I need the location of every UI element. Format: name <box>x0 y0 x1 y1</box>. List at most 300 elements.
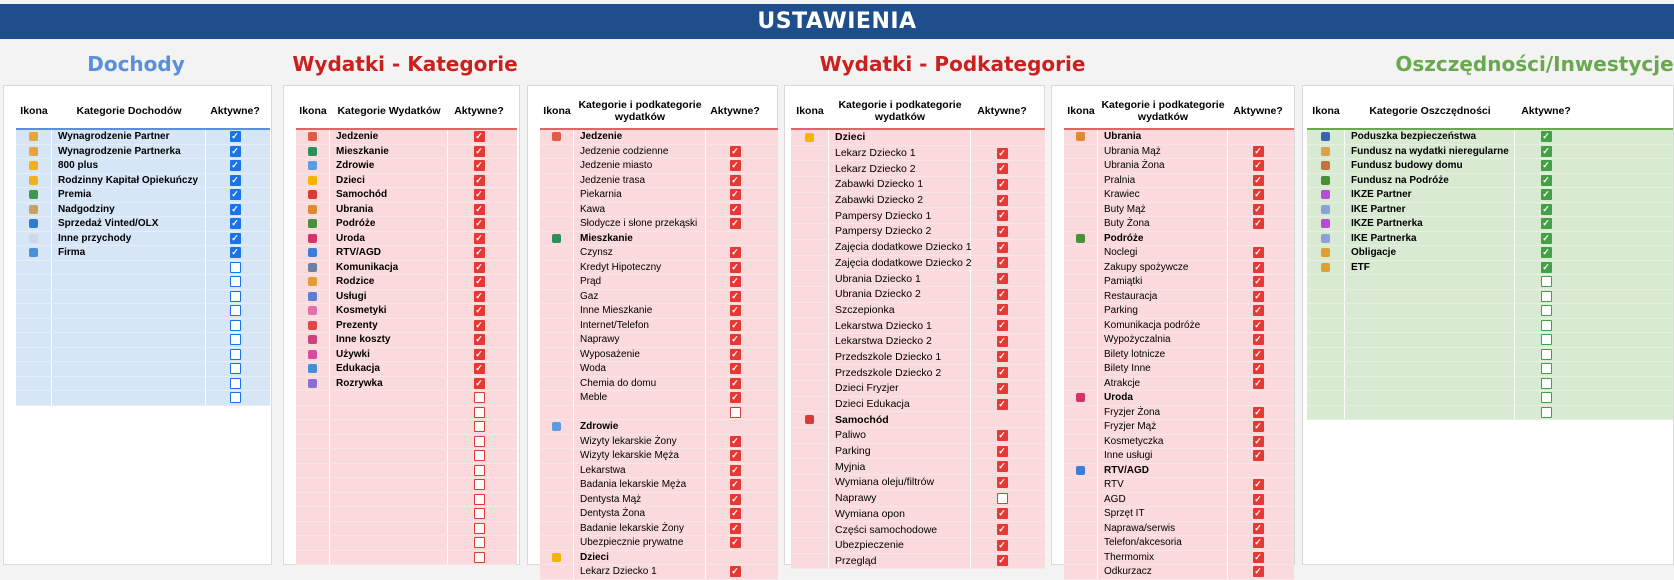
category-name[interactable]: Parking <box>1098 304 1228 318</box>
active-checkbox[interactable]: ✓ <box>731 522 739 533</box>
category-name[interactable]: Zajęcia dodatkowe Dziecko 2 <box>829 256 971 271</box>
category-name[interactable]: RTV/AGD <box>330 246 448 260</box>
category-name[interactable]: AGD <box>1098 493 1228 507</box>
category-name[interactable]: Piekarnia <box>574 188 706 202</box>
active-checkbox[interactable]: ✓ <box>475 174 483 185</box>
category-name[interactable]: Wypożyczalnia <box>1098 333 1228 347</box>
category-name[interactable]: Inne przychody <box>52 232 206 246</box>
category-name[interactable]: Internet/Telefon <box>574 319 706 333</box>
active-checkbox[interactable] <box>474 508 485 519</box>
category-name[interactable]: Zabawki Dziecko 2 <box>829 193 971 208</box>
category-name[interactable]: Pampersy Dziecko 2 <box>829 224 971 239</box>
active-checkbox[interactable]: ✓ <box>1542 174 1550 185</box>
category-name[interactable] <box>52 362 206 376</box>
active-checkbox[interactable]: ✓ <box>731 160 739 171</box>
active-checkbox[interactable] <box>230 392 241 403</box>
category-name[interactable] <box>1345 275 1515 289</box>
active-checkbox[interactable]: ✓ <box>1254 174 1262 185</box>
category-name[interactable]: Dentysta Mąż <box>574 493 706 507</box>
active-checkbox[interactable] <box>230 276 241 287</box>
category-name[interactable]: Ubrania Dziecko 1 <box>829 271 971 286</box>
category-name[interactable]: Bilety Inne <box>1098 362 1228 376</box>
category-name[interactable] <box>52 333 206 347</box>
active-checkbox[interactable]: ✓ <box>231 203 239 214</box>
category-name[interactable]: Prezenty <box>330 319 448 333</box>
category-name[interactable]: Zajęcia dodatkowe Dziecko 1 <box>829 240 971 255</box>
category-name[interactable]: Fundusz na wydatki nieregularne <box>1345 145 1515 159</box>
category-name[interactable] <box>1345 391 1515 405</box>
active-checkbox[interactable] <box>1541 305 1552 316</box>
category-name[interactable] <box>1345 290 1515 304</box>
active-checkbox[interactable]: ✓ <box>475 334 483 345</box>
active-checkbox[interactable]: ✓ <box>1254 319 1262 330</box>
category-name[interactable]: Ubrania <box>1098 130 1228 144</box>
active-checkbox[interactable]: ✓ <box>231 131 239 142</box>
active-checkbox[interactable]: ✓ <box>998 241 1006 252</box>
active-checkbox[interactable] <box>997 493 1008 504</box>
active-checkbox[interactable]: ✓ <box>475 363 483 374</box>
category-name[interactable]: Podróże <box>1098 232 1228 246</box>
category-name[interactable]: Dzieci <box>574 551 706 565</box>
active-checkbox[interactable]: ✓ <box>731 319 739 330</box>
active-checkbox[interactable]: ✓ <box>1542 232 1550 243</box>
category-name[interactable]: Fryzjer Żona <box>1098 406 1228 420</box>
category-name[interactable]: Lekarz Dziecko 1 <box>829 146 971 161</box>
active-checkbox[interactable] <box>474 479 485 490</box>
active-checkbox[interactable]: ✓ <box>998 194 1006 205</box>
active-checkbox[interactable]: ✓ <box>231 218 239 229</box>
category-name[interactable]: Restauracja <box>1098 290 1228 304</box>
category-name[interactable]: Chemia do domu <box>574 377 706 391</box>
category-name[interactable]: Ubrania Dziecko 2 <box>829 287 971 302</box>
active-checkbox[interactable]: ✓ <box>998 476 1006 487</box>
active-checkbox[interactable]: ✓ <box>475 203 483 214</box>
active-checkbox[interactable]: ✓ <box>731 218 739 229</box>
active-checkbox[interactable]: ✓ <box>731 305 739 316</box>
category-name[interactable]: Myjnia <box>829 459 971 474</box>
category-name[interactable] <box>1345 348 1515 362</box>
active-checkbox[interactable] <box>474 436 485 447</box>
category-name[interactable]: Odkurzacz <box>1098 565 1228 579</box>
category-name[interactable]: Meble <box>574 391 706 405</box>
category-name[interactable]: Kawa <box>574 203 706 217</box>
active-checkbox[interactable]: ✓ <box>998 288 1006 299</box>
category-name[interactable]: Parking <box>829 444 971 459</box>
category-name[interactable]: Ubrania <box>330 203 448 217</box>
category-name[interactable]: Wymiana oleju/filtrów <box>829 475 971 490</box>
category-name[interactable]: Inne usługi <box>1098 449 1228 463</box>
active-checkbox[interactable]: ✓ <box>475 232 483 243</box>
category-name[interactable]: Zdrowie <box>330 159 448 173</box>
active-checkbox[interactable]: ✓ <box>998 429 1006 440</box>
active-checkbox[interactable] <box>230 305 241 316</box>
category-name[interactable]: Kosmetyczka <box>1098 435 1228 449</box>
active-checkbox[interactable]: ✓ <box>475 131 483 142</box>
category-name[interactable]: Słodycze i słone przekąski <box>574 217 706 231</box>
category-name[interactable] <box>52 304 206 318</box>
category-name[interactable]: Lekarstwa Dziecko 2 <box>829 334 971 349</box>
active-checkbox[interactable]: ✓ <box>231 145 239 156</box>
category-name[interactable] <box>330 551 448 565</box>
category-name[interactable] <box>52 377 206 391</box>
category-name[interactable]: Jedzenie <box>574 130 706 144</box>
category-name[interactable] <box>330 464 448 478</box>
active-checkbox[interactable]: ✓ <box>1254 508 1262 519</box>
active-checkbox[interactable]: ✓ <box>731 261 739 272</box>
category-name[interactable]: Lekarz Dziecko 1 <box>574 565 706 579</box>
category-name[interactable]: Wynagrodzenie Partner <box>52 130 206 144</box>
category-name[interactable]: Nadgodziny <box>52 203 206 217</box>
category-name[interactable]: Komunikacja podróże <box>1098 319 1228 333</box>
category-name[interactable]: Wizyty lekarskie Żony <box>574 435 706 449</box>
active-checkbox[interactable]: ✓ <box>731 377 739 388</box>
category-name[interactable] <box>330 391 448 405</box>
active-checkbox[interactable]: ✓ <box>1254 203 1262 214</box>
active-checkbox[interactable]: ✓ <box>1542 261 1550 272</box>
category-name[interactable]: RTV <box>1098 478 1228 492</box>
active-checkbox[interactable] <box>474 465 485 476</box>
active-checkbox[interactable] <box>230 291 241 302</box>
category-name[interactable]: Badania lekarskie Męża <box>574 478 706 492</box>
category-name[interactable]: Szczepionka <box>829 303 971 318</box>
category-name[interactable]: Uroda <box>1098 391 1228 405</box>
active-checkbox[interactable]: ✓ <box>998 210 1006 221</box>
active-checkbox[interactable]: ✓ <box>731 392 739 403</box>
active-checkbox[interactable]: ✓ <box>998 367 1006 378</box>
active-checkbox[interactable]: ✓ <box>731 479 739 490</box>
active-checkbox[interactable]: ✓ <box>731 334 739 345</box>
category-name[interactable]: Kosmetyki <box>330 304 448 318</box>
active-checkbox[interactable]: ✓ <box>998 524 1006 535</box>
category-name[interactable]: Naprawa/serwis <box>1098 522 1228 536</box>
category-name[interactable]: Przedszkole Dziecko 1 <box>829 350 971 365</box>
active-checkbox[interactable] <box>474 552 485 563</box>
category-name[interactable]: Premia <box>52 188 206 202</box>
category-name[interactable]: Prąd <box>574 275 706 289</box>
category-name[interactable]: Czynsz <box>574 246 706 260</box>
active-checkbox[interactable]: ✓ <box>475 145 483 156</box>
active-checkbox[interactable]: ✓ <box>475 319 483 330</box>
active-checkbox[interactable]: ✓ <box>998 304 1006 315</box>
active-checkbox[interactable]: ✓ <box>998 225 1006 236</box>
category-name[interactable] <box>52 348 206 362</box>
active-checkbox[interactable] <box>1541 291 1552 302</box>
active-checkbox[interactable] <box>474 421 485 432</box>
active-checkbox[interactable]: ✓ <box>475 247 483 258</box>
category-name[interactable]: Jedzenie trasa <box>574 174 706 188</box>
category-name[interactable]: Buty Mąż <box>1098 203 1228 217</box>
category-name[interactable]: Kredyt Hipoteczny <box>574 261 706 275</box>
category-name[interactable]: Ubezpiecznie prywatne <box>574 536 706 550</box>
active-checkbox[interactable] <box>474 450 485 461</box>
active-checkbox[interactable]: ✓ <box>731 566 739 577</box>
category-name[interactable]: Poduszka bezpieczeństwa <box>1345 130 1515 144</box>
active-checkbox[interactable]: ✓ <box>1542 131 1550 142</box>
category-name[interactable] <box>330 478 448 492</box>
category-name[interactable]: Paliwo <box>829 428 971 443</box>
active-checkbox[interactable] <box>1541 407 1552 418</box>
active-checkbox[interactable]: ✓ <box>731 203 739 214</box>
category-name[interactable]: Fryzjer Mąż <box>1098 420 1228 434</box>
active-checkbox[interactable]: ✓ <box>998 461 1006 472</box>
active-checkbox[interactable] <box>474 537 485 548</box>
category-name[interactable]: Samochód <box>829 412 971 427</box>
active-checkbox[interactable]: ✓ <box>731 363 739 374</box>
active-checkbox[interactable] <box>230 320 241 331</box>
category-name[interactable]: Firma <box>52 246 206 260</box>
active-checkbox[interactable] <box>730 407 741 418</box>
category-name[interactable] <box>330 435 448 449</box>
active-checkbox[interactable]: ✓ <box>231 247 239 258</box>
category-name[interactable]: Wymiana opon <box>829 507 971 522</box>
active-checkbox[interactable]: ✓ <box>1254 348 1262 359</box>
category-name[interactable]: Samochód <box>330 188 448 202</box>
active-checkbox[interactable]: ✓ <box>1254 189 1262 200</box>
active-checkbox[interactable]: ✓ <box>1254 406 1262 417</box>
active-checkbox[interactable]: ✓ <box>475 377 483 388</box>
category-name[interactable]: ETF <box>1345 261 1515 275</box>
category-name[interactable]: Buty Żona <box>1098 217 1228 231</box>
active-checkbox[interactable]: ✓ <box>475 218 483 229</box>
category-name[interactable] <box>330 493 448 507</box>
active-checkbox[interactable]: ✓ <box>998 555 1006 566</box>
category-name[interactable]: IKZE Partner <box>1345 188 1515 202</box>
active-checkbox[interactable]: ✓ <box>231 160 239 171</box>
category-name[interactable]: Bilety lotnicze <box>1098 348 1228 362</box>
active-checkbox[interactable]: ✓ <box>731 435 739 446</box>
category-name[interactable] <box>1345 333 1515 347</box>
active-checkbox[interactable]: ✓ <box>1254 479 1262 490</box>
active-checkbox[interactable] <box>230 262 241 273</box>
category-name[interactable] <box>330 536 448 550</box>
category-name[interactable]: Sprzedaż Vinted/OLX <box>52 217 206 231</box>
category-name[interactable]: IKZE Partnerka <box>1345 217 1515 231</box>
active-checkbox[interactable]: ✓ <box>998 320 1006 331</box>
active-checkbox[interactable]: ✓ <box>1254 363 1262 374</box>
category-name[interactable]: Zdrowie <box>574 420 706 434</box>
category-name[interactable]: Krawiec <box>1098 188 1228 202</box>
active-checkbox[interactable] <box>1541 349 1552 360</box>
active-checkbox[interactable] <box>1541 363 1552 374</box>
category-name[interactable]: Uroda <box>330 232 448 246</box>
active-checkbox[interactable]: ✓ <box>731 145 739 156</box>
category-name[interactable] <box>1345 362 1515 376</box>
active-checkbox[interactable]: ✓ <box>731 537 739 548</box>
category-name[interactable] <box>1345 377 1515 391</box>
category-name[interactable] <box>1345 406 1515 420</box>
active-checkbox[interactable]: ✓ <box>1542 160 1550 171</box>
active-checkbox[interactable]: ✓ <box>1254 247 1262 258</box>
active-checkbox[interactable]: ✓ <box>1254 276 1262 287</box>
category-name[interactable] <box>330 507 448 521</box>
category-name[interactable]: Rozrywka <box>330 377 448 391</box>
active-checkbox[interactable]: ✓ <box>731 464 739 475</box>
active-checkbox[interactable]: ✓ <box>231 232 239 243</box>
category-name[interactable]: Badanie lekarskie Żony <box>574 522 706 536</box>
active-checkbox[interactable]: ✓ <box>998 335 1006 346</box>
active-checkbox[interactable]: ✓ <box>475 261 483 272</box>
category-name[interactable] <box>330 449 448 463</box>
active-checkbox[interactable] <box>1541 378 1552 389</box>
category-name[interactable] <box>52 319 206 333</box>
category-name[interactable]: Lekarz Dziecko 2 <box>829 161 971 176</box>
category-name[interactable]: Wyposażenie <box>574 348 706 362</box>
category-name[interactable]: Inne Mieszkanie <box>574 304 706 318</box>
active-checkbox[interactable] <box>230 349 241 360</box>
active-checkbox[interactable]: ✓ <box>475 189 483 200</box>
category-name[interactable]: Fundusz na Podróże <box>1345 174 1515 188</box>
active-checkbox[interactable]: ✓ <box>731 348 739 359</box>
category-name[interactable]: Jedzenie codzienne <box>574 145 706 159</box>
category-name[interactable]: Ubrania Żona <box>1098 159 1228 173</box>
category-name[interactable]: Woda <box>574 362 706 376</box>
active-checkbox[interactable]: ✓ <box>998 178 1006 189</box>
category-name[interactable]: Pamiątki <box>1098 275 1228 289</box>
category-name[interactable]: Przegląd <box>829 554 971 569</box>
active-checkbox[interactable]: ✓ <box>731 450 739 461</box>
active-checkbox[interactable]: ✓ <box>1254 537 1262 548</box>
category-name[interactable] <box>330 522 448 536</box>
active-checkbox[interactable]: ✓ <box>1254 377 1262 388</box>
active-checkbox[interactable]: ✓ <box>998 273 1006 284</box>
category-name[interactable]: Usługi <box>330 290 448 304</box>
category-name[interactable]: Lekarstwa <box>574 464 706 478</box>
active-checkbox[interactable] <box>474 494 485 505</box>
category-name[interactable] <box>330 406 448 420</box>
category-name[interactable]: Ubrania Mąż <box>1098 145 1228 159</box>
active-checkbox[interactable]: ✓ <box>1254 421 1262 432</box>
category-name[interactable]: Części samochodowe <box>829 522 971 537</box>
active-checkbox[interactable] <box>230 363 241 374</box>
category-name[interactable]: IKE Partner <box>1345 203 1515 217</box>
active-checkbox[interactable]: ✓ <box>731 189 739 200</box>
active-checkbox[interactable]: ✓ <box>998 398 1006 409</box>
category-name[interactable]: Obligacje <box>1345 246 1515 260</box>
active-checkbox[interactable]: ✓ <box>731 276 739 287</box>
category-name[interactable]: Naprawy <box>829 491 971 506</box>
active-checkbox[interactable] <box>230 378 241 389</box>
active-checkbox[interactable]: ✓ <box>731 174 739 185</box>
active-checkbox[interactable]: ✓ <box>1254 305 1262 316</box>
category-name[interactable]: Dzieci Edukacja <box>829 397 971 412</box>
category-name[interactable]: Wizyty lekarskie Męża <box>574 449 706 463</box>
active-checkbox[interactable]: ✓ <box>475 305 483 316</box>
active-checkbox[interactable]: ✓ <box>998 147 1006 158</box>
category-name[interactable]: Zabawki Dziecko 1 <box>829 177 971 192</box>
active-checkbox[interactable]: ✓ <box>998 539 1006 550</box>
category-name[interactable] <box>1345 319 1515 333</box>
active-checkbox[interactable] <box>474 407 485 418</box>
category-name[interactable]: Podróże <box>330 217 448 231</box>
active-checkbox[interactable]: ✓ <box>1542 247 1550 258</box>
active-checkbox[interactable]: ✓ <box>1254 160 1262 171</box>
category-name[interactable]: Wynagrodzenie Partnerka <box>52 145 206 159</box>
category-name[interactable] <box>574 406 706 420</box>
active-checkbox[interactable] <box>1541 320 1552 331</box>
active-checkbox[interactable]: ✓ <box>731 493 739 504</box>
active-checkbox[interactable] <box>474 392 485 403</box>
active-checkbox[interactable]: ✓ <box>1254 261 1262 272</box>
active-checkbox[interactable]: ✓ <box>998 382 1006 393</box>
category-name[interactable] <box>330 420 448 434</box>
active-checkbox[interactable]: ✓ <box>998 445 1006 456</box>
active-checkbox[interactable] <box>1541 276 1552 287</box>
category-name[interactable]: Zakupy spożywcze <box>1098 261 1228 275</box>
category-name[interactable]: Naprawy <box>574 333 706 347</box>
active-checkbox[interactable]: ✓ <box>998 351 1006 362</box>
active-checkbox[interactable]: ✓ <box>731 508 739 519</box>
category-name[interactable]: Pampersy Dziecko 1 <box>829 208 971 223</box>
category-name[interactable]: Telefon/akcesoria <box>1098 536 1228 550</box>
active-checkbox[interactable]: ✓ <box>1254 522 1262 533</box>
active-checkbox[interactable]: ✓ <box>1254 551 1262 562</box>
active-checkbox[interactable]: ✓ <box>231 174 239 185</box>
category-name[interactable] <box>52 290 206 304</box>
category-name[interactable]: Komunikacja <box>330 261 448 275</box>
active-checkbox[interactable]: ✓ <box>998 163 1006 174</box>
category-name[interactable]: RTV/AGD <box>1098 464 1228 478</box>
active-checkbox[interactable]: ✓ <box>1254 493 1262 504</box>
active-checkbox[interactable]: ✓ <box>998 257 1006 268</box>
category-name[interactable]: Dentysta Żona <box>574 507 706 521</box>
category-name[interactable]: Gaz <box>574 290 706 304</box>
category-name[interactable]: 800 plus <box>52 159 206 173</box>
active-checkbox[interactable] <box>1541 392 1552 403</box>
category-name[interactable]: Jedzenie miasto <box>574 159 706 173</box>
category-name[interactable]: Noclegi <box>1098 246 1228 260</box>
category-name[interactable]: IKE Partnerka <box>1345 232 1515 246</box>
active-checkbox[interactable]: ✓ <box>1254 218 1262 229</box>
active-checkbox[interactable]: ✓ <box>731 247 739 258</box>
category-name[interactable]: Używki <box>330 348 448 362</box>
active-checkbox[interactable] <box>474 523 485 534</box>
active-checkbox[interactable]: ✓ <box>475 348 483 359</box>
active-checkbox[interactable]: ✓ <box>1254 145 1262 156</box>
category-name[interactable]: Dzieci <box>829 130 971 145</box>
active-checkbox[interactable]: ✓ <box>475 290 483 301</box>
category-name[interactable]: Ubezpieczenie <box>829 538 971 553</box>
category-name[interactable]: Dzieci <box>330 174 448 188</box>
active-checkbox[interactable]: ✓ <box>1254 450 1262 461</box>
category-name[interactable]: Mieszkanie <box>330 145 448 159</box>
category-name[interactable]: Lekarstwa Dziecko 1 <box>829 318 971 333</box>
category-name[interactable]: Rodzice <box>330 275 448 289</box>
active-checkbox[interactable]: ✓ <box>1542 218 1550 229</box>
category-name[interactable] <box>52 261 206 275</box>
category-name[interactable] <box>52 275 206 289</box>
active-checkbox[interactable]: ✓ <box>1254 435 1262 446</box>
category-name[interactable]: Mieszkanie <box>574 232 706 246</box>
active-checkbox[interactable]: ✓ <box>998 508 1006 519</box>
active-checkbox[interactable]: ✓ <box>1542 203 1550 214</box>
category-name[interactable]: Inne koszty <box>330 333 448 347</box>
active-checkbox[interactable]: ✓ <box>231 189 239 200</box>
category-name[interactable]: Atrakcje <box>1098 377 1228 391</box>
active-checkbox[interactable] <box>1541 334 1552 345</box>
category-name[interactable]: Pralnia <box>1098 174 1228 188</box>
category-name[interactable]: Przedszkole Dziecko 2 <box>829 365 971 380</box>
active-checkbox[interactable]: ✓ <box>1254 566 1262 577</box>
category-name[interactable]: Edukacja <box>330 362 448 376</box>
active-checkbox[interactable]: ✓ <box>1254 290 1262 301</box>
category-name[interactable]: Thermomix <box>1098 551 1228 565</box>
category-name[interactable]: Jedzenie <box>330 130 448 144</box>
category-name[interactable] <box>1345 304 1515 318</box>
active-checkbox[interactable] <box>230 334 241 345</box>
category-name[interactable]: Dzieci Fryzjer <box>829 381 971 396</box>
active-checkbox[interactable]: ✓ <box>1542 189 1550 200</box>
category-name[interactable]: Rodzinny Kapitał Opiekuńczy <box>52 174 206 188</box>
